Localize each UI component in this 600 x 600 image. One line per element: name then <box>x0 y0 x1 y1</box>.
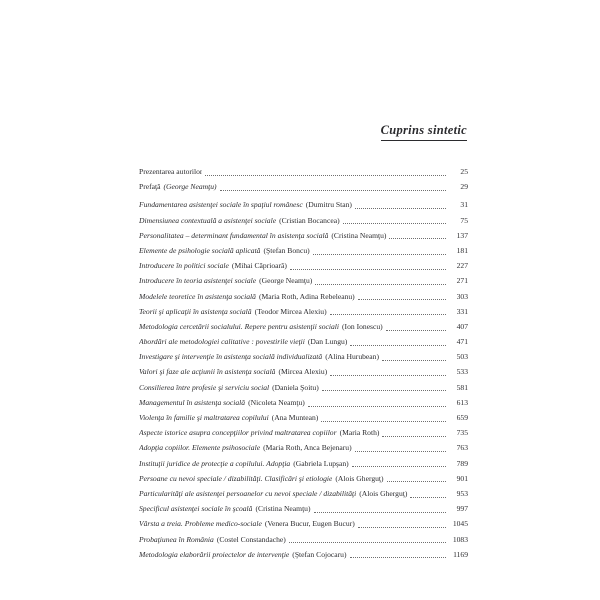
entry-author: (Dan Lungu) <box>307 337 348 347</box>
dot-leader <box>205 175 446 176</box>
entry-author: (Ion Ionescu) <box>342 321 383 331</box>
entry-page-number: 533 <box>456 367 468 377</box>
entry-title: Vârsta a treia. Probleme medico-sociale <box>139 519 262 529</box>
toc-entry <box>139 395 468 410</box>
dot-leader <box>330 375 446 376</box>
entry-page-number: 25 <box>460 167 468 176</box>
toc-entry <box>139 380 468 395</box>
entry-page-number: 789 <box>456 458 468 468</box>
entry-title: Probaţiunea în România <box>139 534 214 544</box>
entry-title: Fundamentarea asistenţei sociale în spaţiul românesc <box>139 200 303 210</box>
entry-page-number: 75 <box>460 215 468 225</box>
entry-page-number: 503 <box>456 352 468 362</box>
dot-leader <box>321 421 446 422</box>
toc-entry <box>139 425 468 440</box>
toc-entry <box>139 228 468 243</box>
entry-author: (Teodor Mircea Alexiu) <box>254 306 327 316</box>
entry-title: Managementul în asistenţa socială <box>139 397 246 407</box>
entry-title: Specificul asistenţei sociale în şcoală <box>139 504 253 514</box>
toc-entry <box>139 547 468 562</box>
dot-leader <box>350 345 446 346</box>
toc-entry <box>139 486 468 501</box>
dot-leader <box>382 360 446 361</box>
entry-page-number: 227 <box>456 261 468 271</box>
entry-title: Persoane cu nevoi speciale / dizabilităţi. Clasificări şi etiologie <box>139 473 333 483</box>
dot-leader <box>355 451 446 452</box>
dot-leader <box>308 406 446 407</box>
toc-entry <box>139 501 468 516</box>
toc-entry <box>139 213 468 228</box>
toc-entry <box>139 349 468 364</box>
toc-entry <box>139 456 468 471</box>
dot-leader <box>220 190 446 191</box>
entry-page-number: 581 <box>456 382 468 392</box>
toc-entry <box>139 319 468 334</box>
entry-title: Prezentarea autorilor <box>139 167 203 176</box>
dot-leader <box>358 299 446 300</box>
entry-author: (Mihai Căprioară) <box>231 261 287 271</box>
toc-entry <box>139 197 468 212</box>
entry-page-number: 763 <box>456 443 468 453</box>
entry-title: Violenţa în familie şi maltratarea copilului <box>139 413 269 422</box>
entry-page-number: 137 <box>456 230 468 240</box>
toc-entry <box>139 410 468 425</box>
dot-leader <box>289 542 446 543</box>
toc-entry <box>139 532 468 547</box>
toc-entry <box>139 179 468 194</box>
toc-entry <box>139 516 468 531</box>
entry-title: Introducere în teoria asistenţei sociale <box>139 276 257 286</box>
entry-title: Valori şi faze ale acţiunii în asistenţa socială <box>139 367 276 377</box>
entry-title: Modelele teoretice în asistenţa socială <box>139 291 256 301</box>
entry-author: (Maria Roth) <box>339 428 380 438</box>
entry-title: Aspecte istorice asupra concepţiilor privind maltratarea copiilor <box>139 428 337 438</box>
entry-page-number: 659 <box>456 413 468 422</box>
entry-page-number: 471 <box>456 337 468 347</box>
entry-page-number: 407 <box>456 321 468 331</box>
entry-title: Metodologia elaborării proiectelor de intervenţie <box>139 549 290 559</box>
toc-entry <box>139 440 468 455</box>
toc-entry <box>139 164 468 179</box>
dot-leader <box>410 497 446 498</box>
entry-title: Prefaţă <box>139 182 161 192</box>
entry-author: (Nicoleta Neamţu) <box>248 397 305 407</box>
dot-leader <box>315 284 446 285</box>
entry-title: Introducere în politici sociale <box>139 261 229 271</box>
entry-title: Dimensiunea contextuală a asistenţei sociale <box>139 215 277 225</box>
entry-author: (Costel Constandache) <box>216 534 286 544</box>
toc-entry <box>139 471 468 486</box>
toc-entry <box>139 243 468 258</box>
entry-page-number: 271 <box>456 276 468 286</box>
dot-leader <box>330 314 446 315</box>
dot-leader <box>290 269 446 270</box>
dot-leader <box>355 208 446 209</box>
entry-title: Elemente de psihologie socială aplicată <box>139 245 261 255</box>
entry-author: (Mircea Alexiu) <box>278 367 328 377</box>
entry-author: (Alina Hurubean) <box>325 352 379 362</box>
dot-leader <box>386 330 446 331</box>
entry-author: (Maria Roth, Adina Rebeleanu) <box>258 291 355 301</box>
toc-entry <box>139 258 468 273</box>
toc-entry <box>139 304 468 319</box>
entry-title: Abordări ale metodologiei calitative : povestirile vieţii <box>139 337 305 347</box>
entry-title: Consilierea între profesie şi serviciu social <box>139 382 270 392</box>
toc-entry <box>139 273 468 288</box>
entry-page-number: 31 <box>460 200 468 210</box>
entry-author: (Ştefan Cojocaru) <box>292 549 347 559</box>
entry-page-number: 1045 <box>452 519 468 529</box>
toc-entry <box>139 289 468 304</box>
toc-entry <box>139 334 468 349</box>
entry-title: Personalitatea – determinant fundamental în asistenţa socială <box>139 230 329 240</box>
entry-title: Adopţia copiilor. Elemente psihosociale <box>139 443 261 453</box>
dot-leader <box>314 512 446 513</box>
entry-title: Instituţii juridice de protecţie a copilului. Adopţia <box>139 458 291 468</box>
entry-author: (Venera Bucur, Eugen Bucur) <box>264 519 355 529</box>
entry-page-number: 735 <box>456 428 468 438</box>
entry-author: (George Neamţu) <box>259 276 313 286</box>
entry-page-number: 953 <box>456 488 468 498</box>
entry-author: (Maria Roth, Anca Bejenaru) <box>263 443 352 453</box>
entry-author: (Ana Muntean) <box>271 413 319 422</box>
entry-author: (Dumitru Stan) <box>305 200 352 210</box>
table-of-contents <box>139 164 468 562</box>
entry-page-number: 181 <box>456 245 468 255</box>
entry-page-number: 29 <box>460 182 468 192</box>
entry-page-number: 331 <box>456 306 468 316</box>
dot-leader <box>350 557 447 558</box>
dot-leader <box>382 436 446 437</box>
dot-leader <box>352 466 446 467</box>
entry-title: Particularităţi ale asistenţei persoanelor cu nevoi speciale / dizabilităţi <box>139 488 357 498</box>
toc-front-matter-section <box>139 164 468 194</box>
entry-page-number: 997 <box>456 504 468 514</box>
toc-chapters-section <box>139 197 468 562</box>
entry-author: (George Neamţu) <box>163 182 217 192</box>
dot-leader <box>387 481 446 482</box>
entry-title: Investigare şi intervenţie în asistenţa socială individualizată <box>139 352 323 362</box>
entry-author: (Ştefan Boncu) <box>263 245 310 255</box>
entry-page-number: 901 <box>456 473 468 483</box>
entry-page-number: 303 <box>456 291 468 301</box>
entry-author: (Cristina Neamţu) <box>331 230 387 240</box>
dot-leader <box>343 223 446 224</box>
dot-leader <box>389 238 446 239</box>
entry-author: (Cristian Bocancea) <box>279 215 340 225</box>
page-title: Cuprins sintetic <box>381 123 467 141</box>
entry-author: (Gabriela Lupşan) <box>293 458 349 468</box>
toc-entry <box>139 364 468 379</box>
entry-page-number: 613 <box>456 397 468 407</box>
entry-title: Teorii şi aplicaţii în asistenţa socială <box>139 306 252 316</box>
entry-author: (Daniela Şoitu) <box>272 382 319 392</box>
dot-leader <box>313 254 446 255</box>
entry-page-number: 1169 <box>453 549 468 559</box>
dot-leader <box>322 390 446 391</box>
entry-author: (Cristina Neamţu) <box>255 504 311 514</box>
entry-title: Metodologia cercetării socialului. Repere pentru asistenţii sociali <box>139 321 340 331</box>
entry-author: (Alois Gherguţ) <box>335 473 384 483</box>
entry-page-number: 1083 <box>452 534 468 544</box>
dot-leader <box>358 527 446 528</box>
entry-author: (Alois Gherguţ) <box>359 488 408 498</box>
